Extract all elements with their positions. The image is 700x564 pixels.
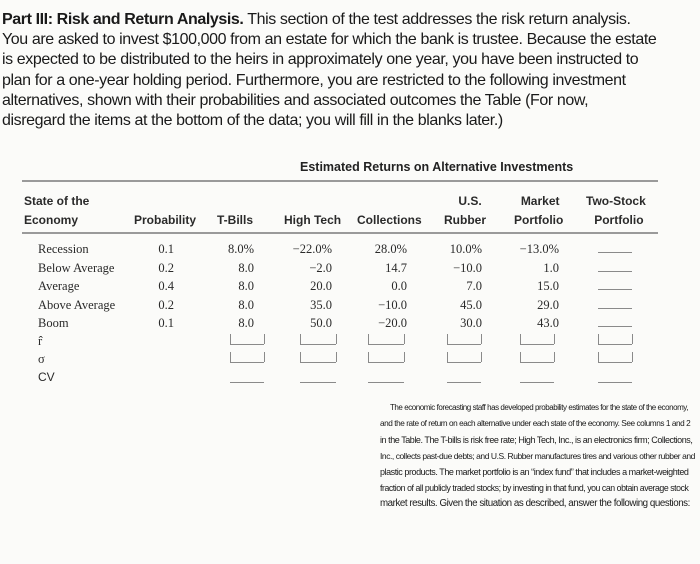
cell-hightech: −2.0	[309, 260, 332, 275]
outro-line: in the Table. The T-bills is risk free rate; High Tech, Inc., is an electronics firm; Collections,	[380, 435, 693, 445]
cell-hightech: −22.0%	[292, 242, 332, 256]
blank-tick	[230, 352, 231, 362]
header-market-line2: Portfolio	[514, 213, 564, 227]
stat-blank[interactable]	[300, 362, 336, 363]
two-stock-blank[interactable]	[598, 271, 632, 272]
outro-line: plastic products. The market portfolio is an “index fund” that includes a market-weighted	[380, 467, 689, 477]
blank-tick	[554, 352, 555, 362]
intro-line: disregard the items at the bottom of the data; you will fill in the blanks later.)	[2, 112, 503, 130]
cell-tbills: 8.0	[238, 316, 254, 330]
intro-line: You are asked to invest $100,000 from an estate for which the bank is trustee. Because the estate	[2, 31, 657, 49]
stat-blank[interactable]	[520, 382, 554, 383]
blank-tick	[554, 334, 555, 344]
outro-line: The economic forecasting staff has developed probability estimates for the state of the economy,	[390, 403, 689, 412]
header-usrubber-line2: Rubber	[444, 213, 486, 227]
header-hightech: High Tech	[284, 213, 342, 227]
cell-collections: 0.0	[391, 279, 407, 293]
header-collections: Collections	[357, 213, 422, 227]
stat-blank[interactable]	[230, 382, 264, 383]
intro-line: alternatives, shown with their probabilities and associated outcomes the Table (For now,	[2, 91, 589, 109]
stat-blank[interactable]	[447, 382, 481, 383]
blank-tick	[404, 334, 405, 344]
row-state-label: Above Average	[38, 297, 116, 312]
blank-tick	[368, 334, 369, 344]
cell-hightech: 50.0	[310, 316, 332, 330]
intro-paragraph	[2, 10, 692, 131]
cell-probability: 0.1	[158, 316, 174, 330]
cell-collections: −20.0	[378, 316, 407, 330]
stat-blank[interactable]	[598, 382, 632, 383]
stat-blank[interactable]	[230, 362, 264, 363]
blank-tick	[368, 352, 369, 362]
header-bottom-rule	[22, 232, 658, 234]
stat-blank[interactable]	[447, 362, 481, 363]
blank-tick	[300, 352, 301, 362]
cell-collections: −10.0	[378, 297, 407, 312]
cell-tbills: 8.0	[238, 279, 254, 293]
cell-probability: 0.1	[158, 242, 174, 256]
blank-tick	[481, 334, 482, 344]
header-state	[24, 192, 89, 230]
header-probability: Probability	[134, 213, 197, 227]
blank-tick	[336, 352, 337, 362]
cell-usrubber: 10.0%	[449, 242, 482, 256]
stat-blank[interactable]	[300, 344, 336, 345]
row-state-label: Average	[38, 279, 80, 293]
stat-blank[interactable]	[598, 362, 632, 363]
intro-line: is expected to be distributed to the heirs in approximately one year, you have been instructed to	[2, 51, 639, 69]
two-stock-blank[interactable]	[598, 308, 632, 309]
blank-tick	[598, 352, 599, 362]
cell-collections: 28.0%	[374, 242, 407, 256]
stat-blank[interactable]	[368, 344, 404, 345]
cell-probability: 0.2	[158, 260, 174, 275]
row-state-label: Recession	[38, 242, 89, 256]
header-market-line1: Market	[520, 194, 560, 208]
intro-line: This section of the test addresses the risk return analysis.	[247, 11, 631, 28]
blank-tick	[300, 334, 301, 344]
blank-tick	[632, 334, 633, 344]
section-heading: Part III: Risk and Return Analysis.	[2, 11, 244, 28]
cell-tbills: 8.0	[238, 297, 254, 312]
outro-line: Inc., collects past-due debts; and U.S. Rubber manufactures tires and various other rubber and	[380, 451, 695, 461]
outro-line: fraction of all publicly traded stocks; by investing in that fund, you can obtain average stock	[380, 483, 689, 493]
cell-hightech: 20.0	[310, 279, 332, 293]
header-state-line2: Economy	[24, 213, 79, 227]
stat-blank[interactable]	[368, 362, 404, 363]
cell-probability: 0.4	[158, 279, 174, 293]
intro-line: plan for a one-year holding period. Furthermore, you are restricted to the following investment	[2, 71, 626, 89]
blank-tick	[481, 352, 482, 362]
cell-market: −13.0%	[519, 242, 559, 256]
stat-blank[interactable]	[447, 344, 481, 345]
table-title: Estimated Returns on Alternative Investments	[300, 160, 574, 174]
stat-blank[interactable]	[230, 344, 264, 345]
blank-tick	[598, 334, 599, 344]
cell-market: 15.0	[537, 279, 559, 293]
stat-blank[interactable]	[598, 344, 632, 345]
stat-label-sigma: σ	[38, 352, 45, 366]
header-usrubber-line1: U.S.	[458, 194, 482, 208]
stat-label-expected-return: r̂	[38, 334, 43, 348]
header-twostock-line1: Two-Stock	[586, 194, 646, 208]
row-state-label: Below Average	[38, 260, 115, 275]
header-top-rule	[22, 180, 658, 182]
cell-collections: 14.7	[385, 260, 407, 275]
cell-usrubber: 30.0	[460, 316, 482, 330]
cell-hightech: 35.0	[310, 297, 332, 312]
two-stock-blank[interactable]	[598, 289, 632, 290]
outro-line: market results. Given the situation as described, answer the following questions:	[380, 498, 690, 509]
blank-tick	[230, 334, 231, 344]
header-market	[514, 192, 563, 230]
cell-usrubber: −10.0	[453, 260, 482, 275]
cell-usrubber: 7.0	[466, 279, 482, 293]
header-twostock	[586, 192, 646, 230]
stat-blank[interactable]	[368, 382, 404, 383]
cell-market: 29.0	[537, 297, 559, 312]
stat-blank[interactable]	[520, 344, 554, 345]
blank-tick	[447, 352, 448, 362]
header-tbills: T-Bills	[217, 213, 254, 227]
blank-tick	[520, 352, 521, 362]
stat-blank[interactable]	[300, 382, 336, 383]
blank-tick	[520, 334, 521, 344]
cell-usrubber: 45.0	[460, 297, 482, 312]
blank-tick	[336, 334, 337, 344]
outro-line: and the rate of return on each alternative under each state of the economy. See columns 1 and 2	[380, 419, 691, 428]
cell-tbills: 8.0%	[227, 242, 254, 256]
cell-market: 1.0	[543, 260, 559, 275]
header-twostock-line2: Portfolio	[594, 213, 644, 227]
stat-label-cv: CV	[38, 370, 55, 384]
row-state-label: Boom	[38, 316, 69, 330]
blank-tick	[447, 334, 448, 344]
two-stock-blank[interactable]	[598, 326, 632, 327]
blank-tick	[264, 352, 265, 362]
header-usrubber	[444, 192, 486, 230]
header-state-line1: State of the	[24, 194, 90, 208]
two-stock-blank[interactable]	[598, 252, 632, 253]
blank-tick	[404, 352, 405, 362]
cell-probability: 0.2	[158, 297, 174, 312]
cell-tbills: 8.0	[238, 260, 254, 275]
blank-tick	[264, 334, 265, 344]
cell-market: 43.0	[537, 316, 559, 330]
blank-tick	[632, 352, 633, 362]
stat-blank[interactable]	[520, 362, 554, 363]
